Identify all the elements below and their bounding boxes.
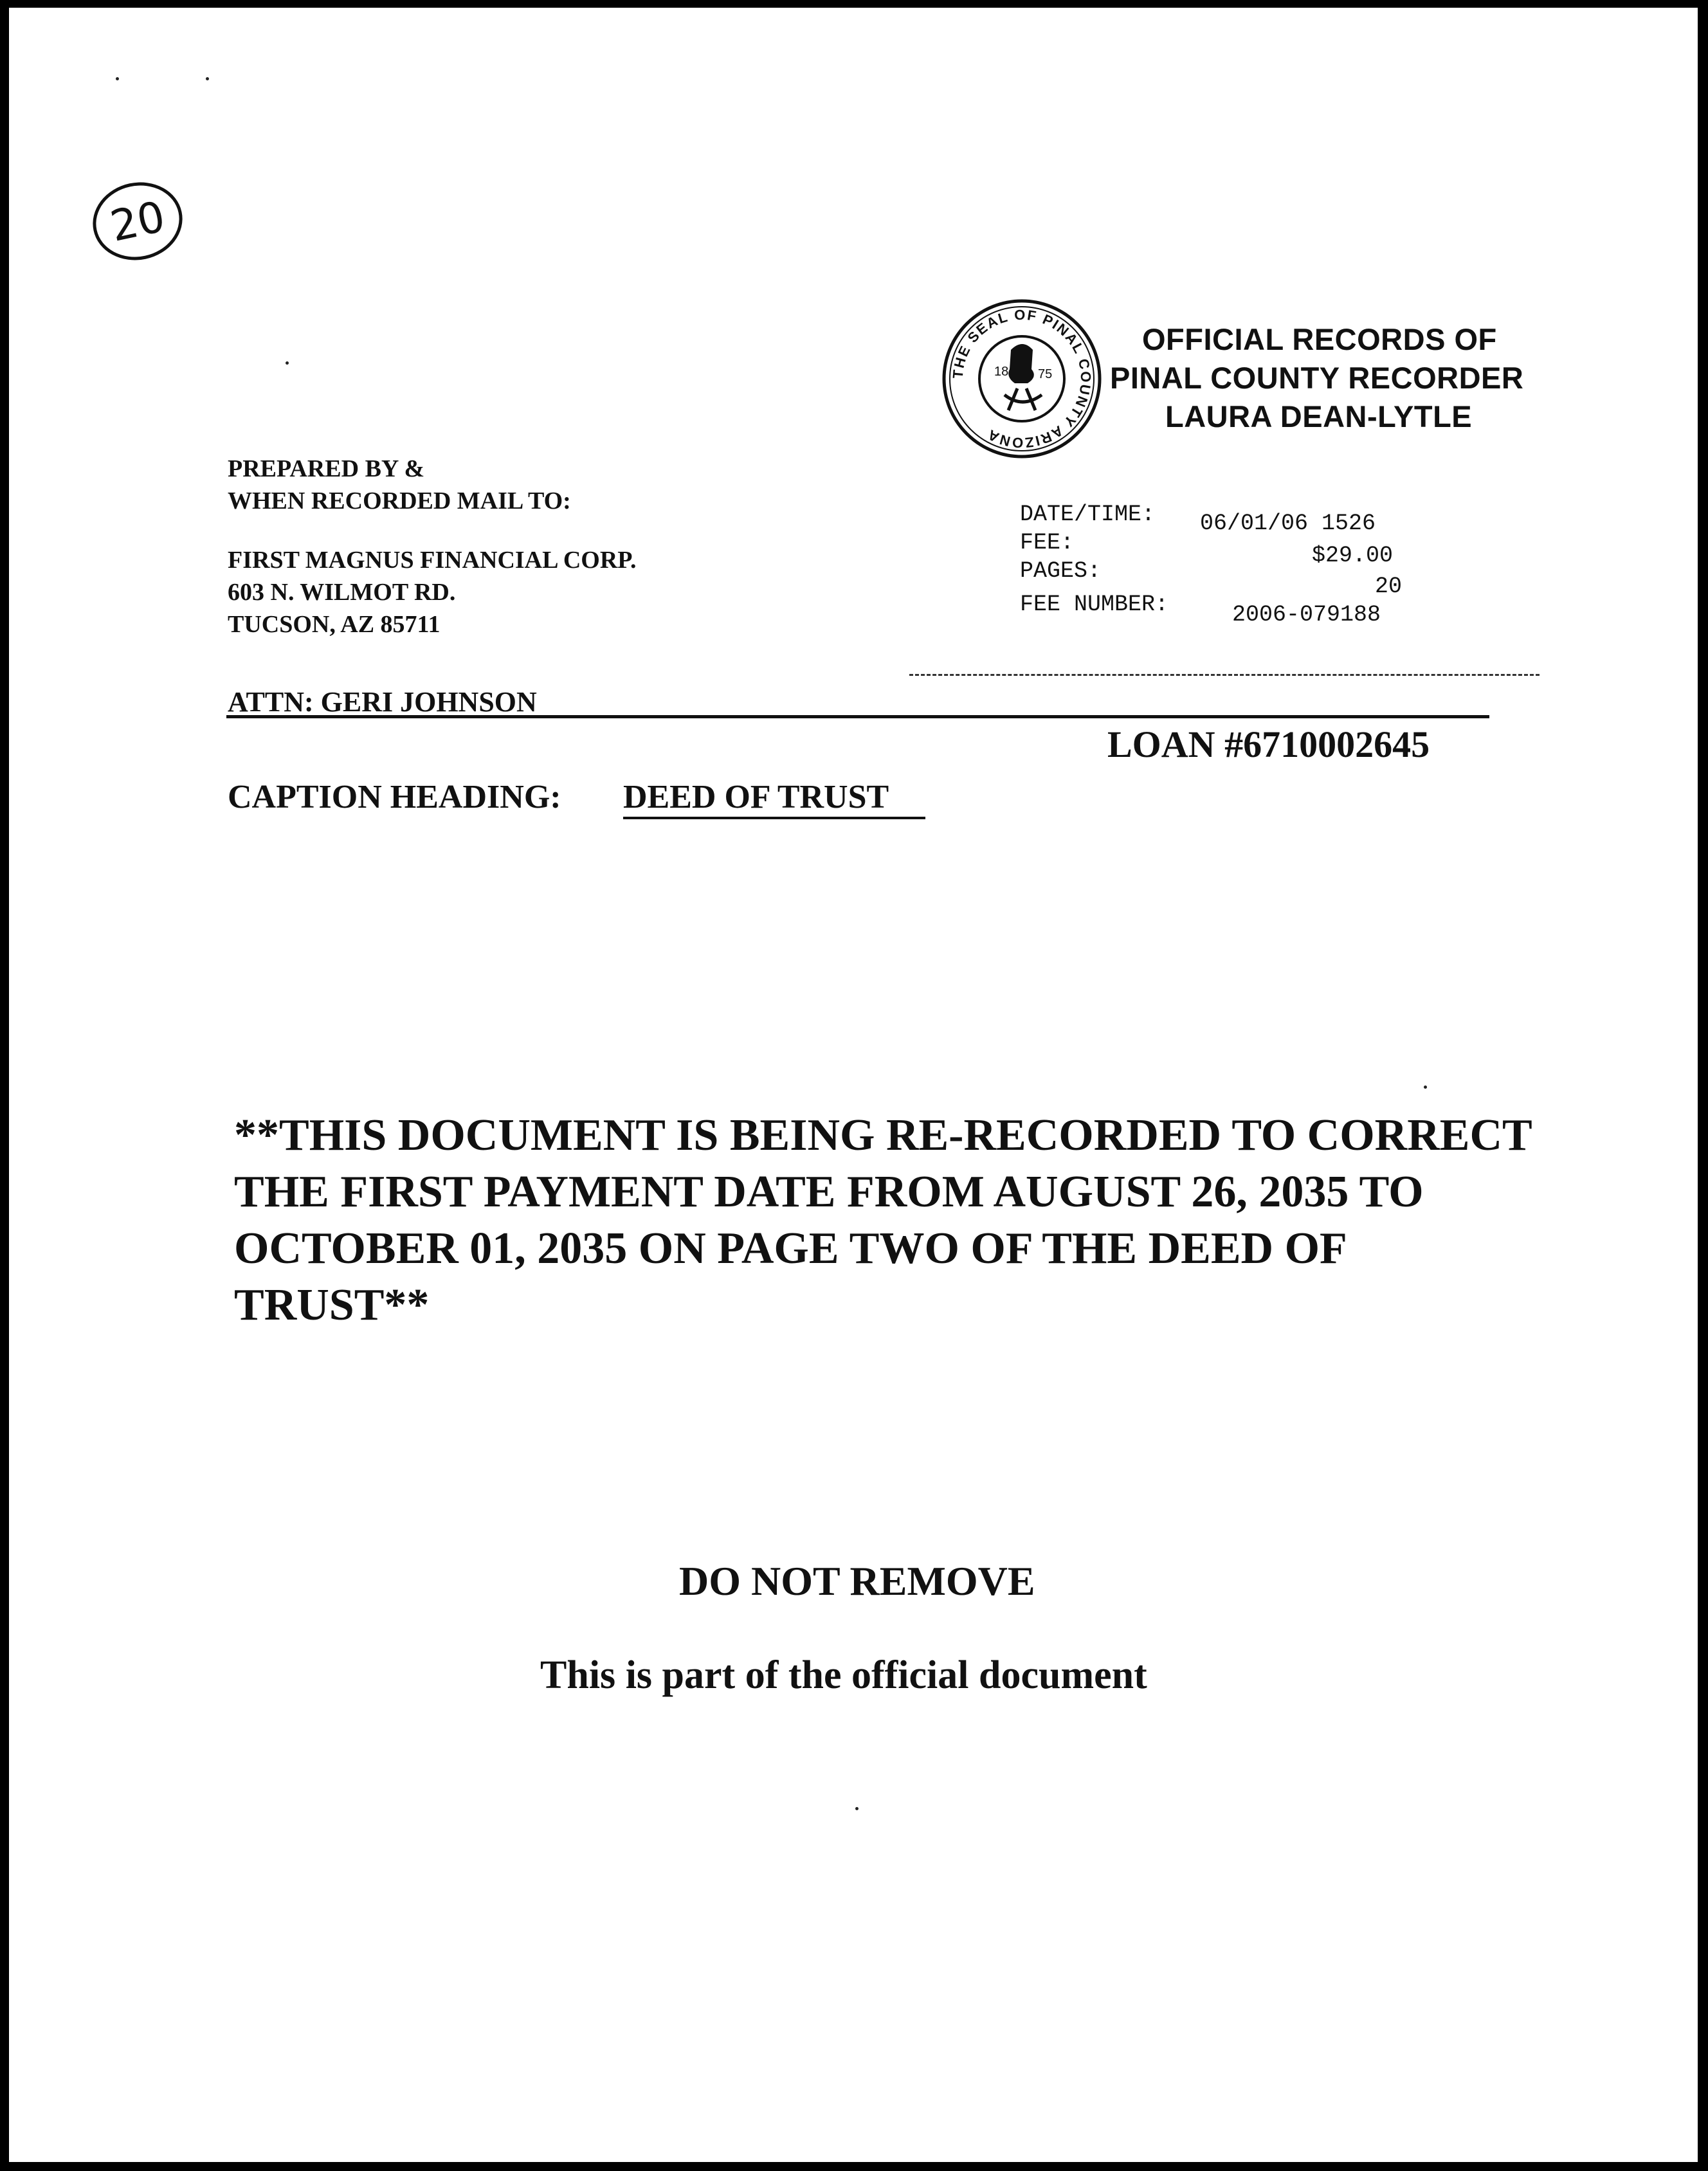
scan-speck xyxy=(206,77,209,80)
handwritten-page-number: 20 xyxy=(86,174,190,268)
caption-underline xyxy=(623,817,925,819)
attn-rule xyxy=(226,715,1489,718)
fee-number-value: 2006-079188 xyxy=(1232,602,1381,628)
notice-line1: **THIS DOCUMENT IS BEING RE-RECORDED TO CORRECT xyxy=(234,1111,1532,1160)
notice-line2: THE FIRST PAYMENT DATE FROM AUGUST 26, 2035 TO xyxy=(234,1167,1424,1217)
attn-line: ATTN: GERI JOHNSON xyxy=(228,686,537,718)
official-records-line3: LAURA DEAN-LYTLE xyxy=(1165,399,1473,433)
scan-speck xyxy=(286,361,289,365)
recording-divider xyxy=(909,674,1540,676)
seal-ring-text: THE SEAL OF PINAL COUNTY ARIZONA xyxy=(949,306,1095,451)
fee-number-label: FEE NUMBER: xyxy=(1020,592,1169,617)
scan-speck xyxy=(116,77,119,80)
document-page xyxy=(9,8,1698,2162)
pages-value: 20 xyxy=(1375,574,1403,599)
caption-heading-label: CAPTION HEADING: xyxy=(228,779,561,815)
official-document-note: This is part of the official document xyxy=(540,1653,1147,1697)
loan-number: LOAN #6710002645 xyxy=(1107,723,1430,765)
seal-year-left: 18 xyxy=(994,365,1009,379)
prepared-by-line1: PREPARED BY & xyxy=(228,455,425,482)
prepared-by-line2: WHEN RECORDED MAIL TO: xyxy=(228,487,571,514)
notice-line4: TRUST** xyxy=(234,1280,430,1330)
scan-speck xyxy=(1424,1086,1427,1089)
mail-to-company: FIRST MAGNUS FINANCIAL CORP. xyxy=(228,547,637,574)
official-records-line2: PINAL COUNTY RECORDER xyxy=(1110,361,1524,395)
scan-speck xyxy=(855,1807,859,1810)
pages-label: PAGES: xyxy=(1020,558,1102,584)
pinal-county-seal-icon xyxy=(941,298,1102,459)
fee-value: $29.00 xyxy=(1312,543,1394,568)
official-records-line1: OFFICIAL RECORDS OF xyxy=(1142,322,1497,356)
seal-year-right: 75 xyxy=(1038,367,1053,381)
mail-to-street: 603 N. WILMOT RD. xyxy=(228,579,456,606)
notice-line3: OCTOBER 01, 2035 ON PAGE TWO OF THE DEED OF xyxy=(234,1224,1347,1273)
date-time-label: DATE/TIME: xyxy=(1020,502,1156,527)
date-time-value: 06/01/06 1526 xyxy=(1200,511,1376,536)
mail-to-city: TUCSON, AZ 85711 xyxy=(228,611,441,638)
fee-label: FEE: xyxy=(1020,530,1075,556)
do-not-remove: DO NOT REMOVE xyxy=(679,1558,1035,1604)
caption-heading-value: DEED OF TRUST xyxy=(623,779,889,815)
